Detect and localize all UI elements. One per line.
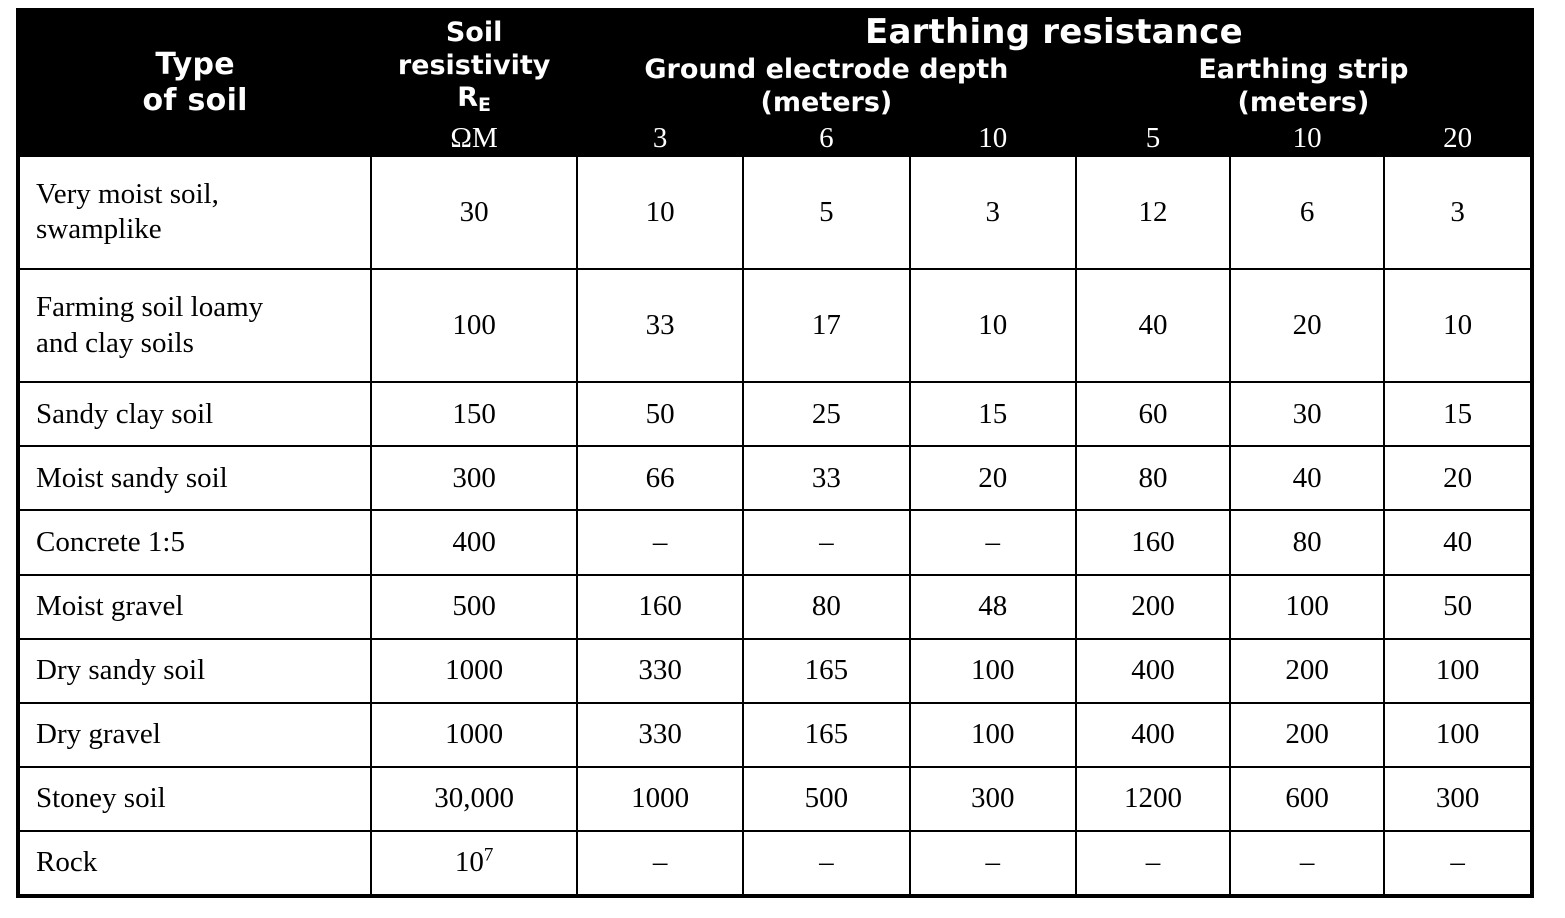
soil-type-cell: Farming soil loamy and clay soils [19,269,371,382]
strip-10-cell: 6 [1230,156,1384,269]
strip-20-cell: – [1384,831,1531,895]
table-body [19,156,1531,895]
strip-10-cell: 600 [1230,767,1384,831]
electrode-3-cell: 66 [577,446,743,510]
strip-5-cell: 40 [1076,269,1230,382]
electrode-6-cell: 5 [743,156,909,269]
soil-type-cell: Moist sandy soil [19,446,371,510]
strip-10-cell: 200 [1230,703,1384,767]
table-row [19,382,1531,446]
soil-type-cell: Concrete 1:5 [19,510,371,574]
strip-5-cell: – [1076,831,1230,895]
resistivity-cell [371,831,577,895]
header-strip-length-10: 10 [1230,121,1384,156]
strip-5-cell: 80 [1076,446,1230,510]
header-resistivity-unit: ΩM [371,121,577,156]
header-row-1 [19,11,1531,53]
header-soil-resistivity-label: Soil resistivity [397,17,551,81]
table-row [19,831,1531,895]
strip-20-cell: 20 [1384,446,1531,510]
header-earthing-strip [1076,53,1531,121]
header-ground-electrode-depth [577,53,1076,121]
resistivity-cell: 30,000 [371,767,577,831]
electrode-6-cell: 33 [743,446,909,510]
strip-20-cell: 40 [1384,510,1531,574]
strip-20-cell: 3 [1384,156,1531,269]
electrode-3-cell: 160 [577,575,743,639]
header-type-of-soil [19,11,371,156]
table-row [19,510,1531,574]
electrode-10-cell: 10 [910,269,1076,382]
electrode-3-cell: 330 [577,703,743,767]
electrode-3-cell: 33 [577,269,743,382]
strip-5-cell: 400 [1076,703,1230,767]
table-row [19,156,1531,269]
resistivity-cell: 1000 [371,639,577,703]
electrode-6-cell: 500 [743,767,909,831]
soil-type-cell: Moist gravel [19,575,371,639]
electrode-10-cell: 20 [910,446,1076,510]
soil-type-cell: Dry sandy soil [19,639,371,703]
electrode-10-cell: 100 [910,639,1076,703]
strip-5-cell: 60 [1076,382,1230,446]
table-row [19,269,1531,382]
resistivity-cell: 400 [371,510,577,574]
header-earthing-resistance-label: Earthing resistance [865,12,1243,52]
strip-20-cell: 100 [1384,639,1531,703]
resistivity-cell: 1000 [371,703,577,767]
soil-type-cell: Stoney soil [19,767,371,831]
strip-10-cell: 80 [1230,510,1384,574]
electrode-10-cell: 3 [910,156,1076,269]
electrode-6-cell: 165 [743,703,909,767]
resistivity-cell: 500 [371,575,577,639]
electrode-3-cell: – [577,831,743,895]
electrode-6-cell: – [743,831,909,895]
table-row [19,703,1531,767]
strip-5-cell: 200 [1076,575,1230,639]
resistivity-cell: 30 [371,156,577,269]
strip-20-cell: 10 [1384,269,1531,382]
header-soil-resistivity [371,11,577,121]
electrode-10-cell: 48 [910,575,1076,639]
electrode-3-cell: 50 [577,382,743,446]
table-header [19,11,1531,156]
header-earthing-strip-label: Earthing strip (meters) [1198,54,1409,118]
soil-resistance-table [18,10,1532,896]
strip-10-cell: 30 [1230,382,1384,446]
strip-5-cell: 12 [1076,156,1230,269]
resistivity-exponent: 7 [483,844,494,866]
strip-5-cell: 1200 [1076,767,1230,831]
soil-resistance-table-container [16,8,1534,898]
strip-20-cell: 300 [1384,767,1531,831]
table-row [19,639,1531,703]
header-type-of-soil-label: Type of soil [142,46,248,119]
strip-10-cell: – [1230,831,1384,895]
electrode-10-cell: 100 [910,703,1076,767]
electrode-6-cell: 17 [743,269,909,382]
electrode-3-cell: 10 [577,156,743,269]
strip-5-cell: 160 [1076,510,1230,574]
strip-10-cell: 20 [1230,269,1384,382]
soil-type-cell: Sandy clay soil [19,382,371,446]
electrode-10-cell: – [910,831,1076,895]
header-electrode-depth-10: 10 [910,121,1076,156]
resistivity-cell: 300 [371,446,577,510]
electrode-3-cell: 1000 [577,767,743,831]
header-soil-resistivity-symbol-subscript: E [478,94,491,117]
table-row [19,446,1531,510]
strip-20-cell: 100 [1384,703,1531,767]
electrode-3-cell: 330 [577,639,743,703]
electrode-10-cell: 15 [910,382,1076,446]
header-electrode-depth-3: 3 [577,121,743,156]
soil-type-cell: Very moist soil, swamplike [19,156,371,269]
strip-10-cell: 100 [1230,575,1384,639]
header-strip-length-20: 20 [1384,121,1531,156]
soil-type-cell: Dry gravel [19,703,371,767]
soil-type-cell: Rock [19,831,371,895]
strip-5-cell: 400 [1076,639,1230,703]
strip-20-cell: 50 [1384,575,1531,639]
header-electrode-depth-6: 6 [743,121,909,156]
electrode-10-cell: – [910,510,1076,574]
electrode-6-cell: 25 [743,382,909,446]
table-row [19,575,1531,639]
resistivity-cell: 150 [371,382,577,446]
electrode-3-cell: – [577,510,743,574]
header-soil-resistivity-symbol: R [457,82,478,114]
header-strip-length-5: 5 [1076,121,1230,156]
resistivity-base: 10 [454,846,484,879]
electrode-6-cell: 80 [743,575,909,639]
electrode-6-cell: 165 [743,639,909,703]
strip-10-cell: 200 [1230,639,1384,703]
strip-20-cell: 15 [1384,382,1531,446]
strip-10-cell: 40 [1230,446,1384,510]
electrode-6-cell: – [743,510,909,574]
table-row [19,767,1531,831]
header-earthing-resistance [577,11,1531,53]
header-ground-electrode-depth-label: Ground electrode depth (meters) [644,54,1009,118]
electrode-10-cell: 300 [910,767,1076,831]
resistivity-cell: 100 [371,269,577,382]
